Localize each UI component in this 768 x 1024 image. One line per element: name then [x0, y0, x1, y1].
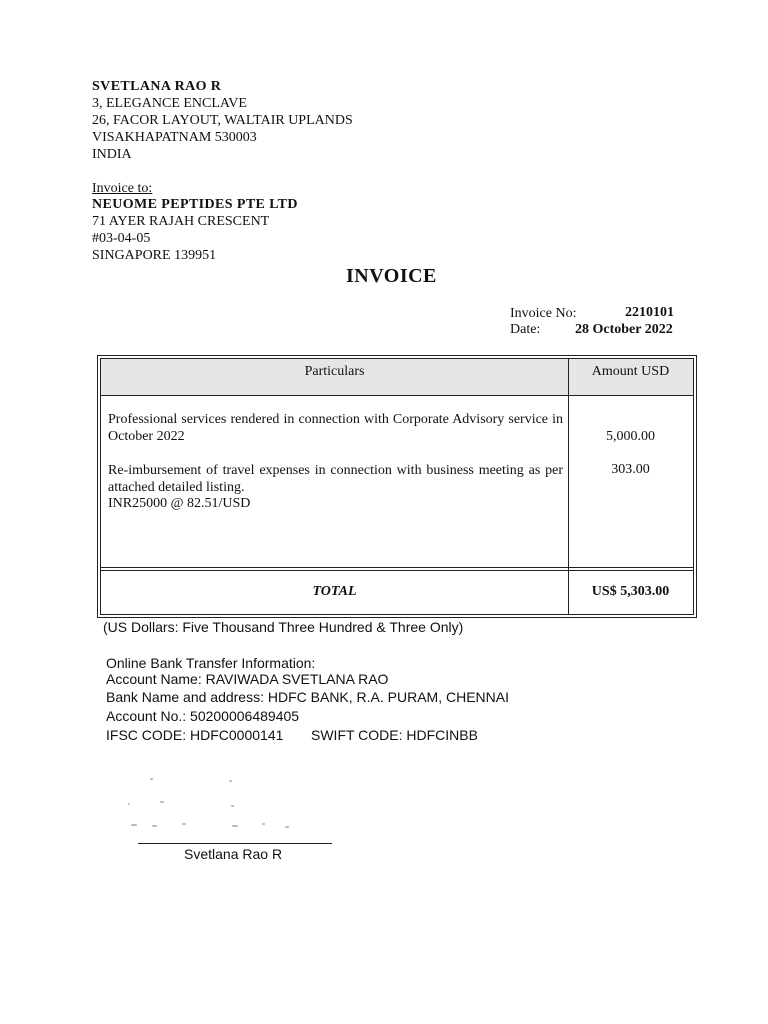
recipient-address-line-1: 71 AYER RAJAH CRESCENT	[92, 214, 270, 229]
bank-account-no: Account No.: 50200006489405	[106, 708, 300, 724]
sender-address-line-4: INDIA	[92, 147, 132, 162]
signature-line	[138, 843, 332, 844]
invoice-no-label: Invoice No:	[510, 306, 577, 321]
item-1-description: Professional services rendered in connection with Corporate Advisory service in October 2022	[108, 412, 563, 444]
header-amount: Amount USD	[591, 364, 670, 379]
table-frame	[100, 358, 694, 615]
sender-name: SVETLANA RAO R	[92, 79, 222, 94]
recipient-address-line-3: SINGAPORE 139951	[92, 248, 217, 263]
item-1-amount: 5,000.00	[606, 429, 655, 444]
total-amount: US$ 5,303.00	[591, 584, 670, 599]
date-value: 28 October 2022	[575, 322, 673, 337]
total-divider	[101, 567, 693, 568]
bank-ifsc: IFSC CODE: HDFC0000141	[106, 727, 284, 743]
sender-address-line-3: VISAKHAPATNAM 530003	[92, 130, 257, 145]
invoice-title: INVOICE	[346, 265, 437, 287]
invoice-to-label: Invoice to:	[92, 181, 153, 196]
recipient-name: NEUOME PEPTIDES PTE LTD	[92, 197, 298, 212]
bank-heading: Online Bank Transfer Information:	[106, 655, 316, 671]
header-particulars: Particulars	[304, 364, 365, 379]
bank-swift: SWIFT CODE: HDFCINBB	[311, 727, 478, 743]
particulars-table	[97, 355, 697, 618]
recipient-address-line-2: #03-04-05	[92, 231, 151, 246]
sender-address-line-2: 26, FACOR LAYOUT, WALTAIR UPLANDS	[92, 113, 353, 128]
sender-address-line-1: 3, ELEGANCE ENCLAVE	[92, 96, 247, 111]
date-label: Date:	[510, 322, 541, 337]
amount-in-words: (US Dollars: Five Thousand Three Hundred & Three Only)	[103, 619, 464, 635]
item-2-note: INR25000 @ 82.51/USD	[108, 496, 251, 511]
bank-name-address: Bank Name and address: HDFC BANK, R.A. PURAM, CHENNAI	[106, 689, 510, 705]
item-2-amount: 303.00	[611, 462, 650, 477]
bank-account-name: Account Name: RAVIWADA SVETLANA RAO	[106, 671, 389, 687]
column-divider	[568, 359, 569, 614]
total-label: TOTAL	[312, 584, 357, 599]
signature-name: Svetlana Rao R	[184, 846, 283, 862]
total-divider-double	[101, 570, 693, 571]
invoice-no-value: 2210101	[625, 305, 674, 320]
item-2-description: Re-imbursement of travel expenses in connection with business meeting as per attached detailed listing.	[108, 463, 563, 495]
